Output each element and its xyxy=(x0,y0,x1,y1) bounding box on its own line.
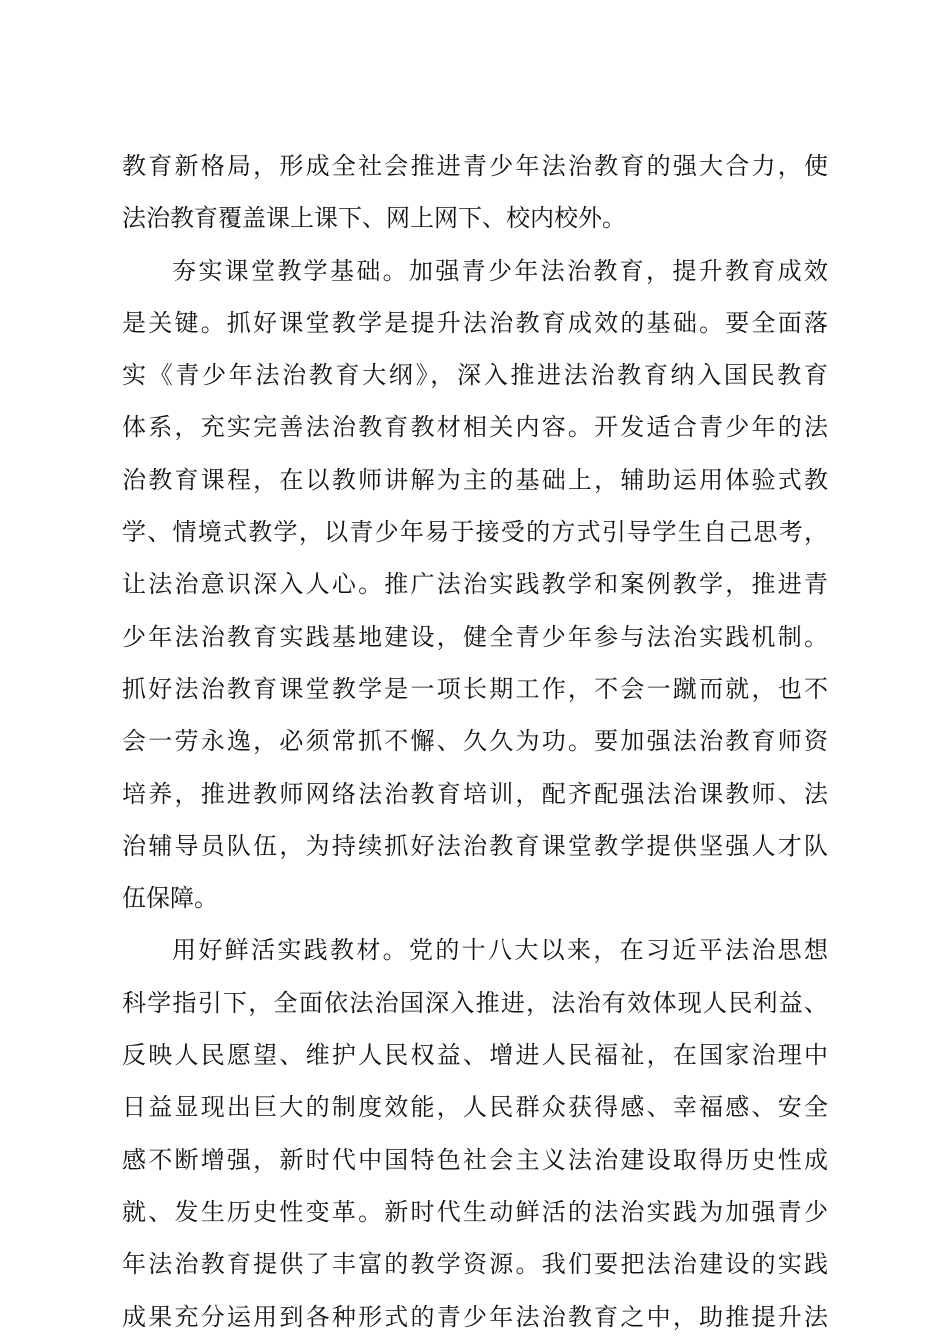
text-line: 学、情境式教学，以青少年易于接受的方式引导学生自己思考， xyxy=(122,518,828,547)
text-line: 少年法治教育实践基地建设，健全青少年参与法治实践机制。 xyxy=(122,622,828,651)
text-line: 教育新格局，形成全社会推进青少年法治教育的强大合力，使 xyxy=(122,152,828,180)
text-line: 会一劳永逸，必须常抓不懈、久久为功。要加强法治教育师资 xyxy=(122,727,828,756)
text-line: 抓好法治教育课堂教学是一项长期工作，不会一蹴而就，也不 xyxy=(122,674,828,703)
text-line: 实《青少年法治教育大纲》，深入推进法治教育纳入国民教育 xyxy=(122,361,828,390)
document-body xyxy=(122,140,828,1343)
text-line: 让法治意识深入人心。推广法治实践教学和案例教学，推进青 xyxy=(122,570,828,599)
text-line: 治教育课程，在以教师讲解为主的基础上，辅助运用体验式教 xyxy=(122,465,828,494)
text-line: 科学指引下，全面依法治国深入推进，法治有效体现人民利益、 xyxy=(122,988,828,1017)
text-line: 治辅导员队伍，为持续抓好法治教育课堂教学提供坚强人才队 xyxy=(122,831,828,860)
paragraph-first-line: 夯实课堂教学基础。加强青少年法治教育，提升教育成效 xyxy=(172,256,828,285)
text-line: 感不断增强，新时代中国特色社会主义法治建设取得历史性成 xyxy=(122,1145,828,1174)
text-line: 反映人民愿望、维护人民权益、增进人民福祉，在国家治理中 xyxy=(122,1041,828,1070)
text-line: 体系，充实完善法治教育教材相关内容。开发适合青少年的法 xyxy=(122,413,828,442)
text-line: 法治教育覆盖课上课下、网上网下、校内校外。 xyxy=(122,204,626,233)
text-line: 年法治教育提供了丰富的教学资源。我们要把法治建设的实践 xyxy=(122,1250,828,1279)
text-line: 成果充分运用到各种形式的青少年法治教育之中，助推提升法 xyxy=(122,1302,828,1331)
text-line: 是关键。抓好课堂教学是提升法治教育成效的基础。要全面落 xyxy=(122,308,828,337)
text-line: 伍保障。 xyxy=(122,884,218,913)
text-line: 培养，推进教师网络法治教育培训，配齐配强法治课教师、法 xyxy=(122,779,828,808)
paragraph-first-line: 用好鲜活实践教材。党的十八大以来，在习近平法治思想 xyxy=(172,936,828,965)
text-line: 就、发生历史性变革。新时代生动鲜活的法治实践为加强青少 xyxy=(122,1197,828,1226)
text-line: 日益显现出巨大的制度效能，人民群众获得感、幸福感、安全 xyxy=(122,1093,828,1122)
